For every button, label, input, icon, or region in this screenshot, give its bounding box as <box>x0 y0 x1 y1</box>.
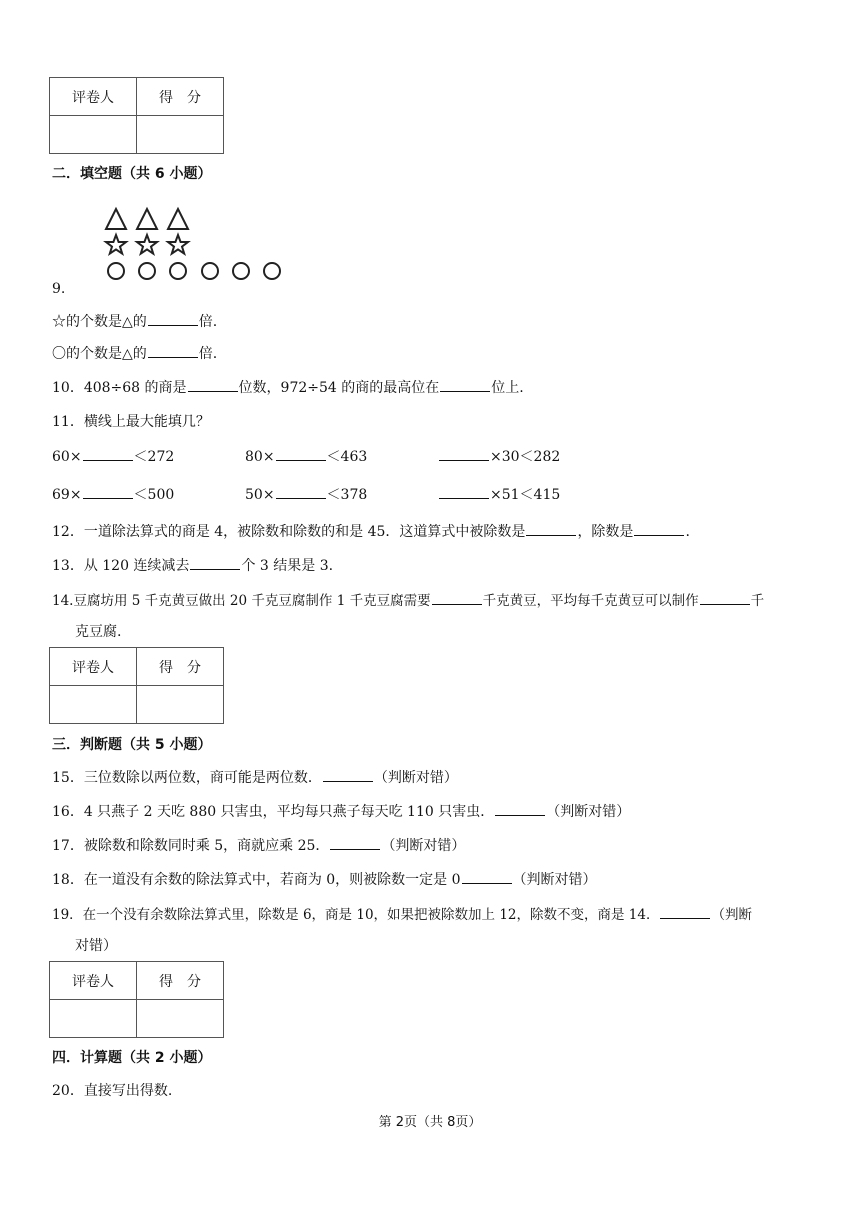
answer-blank[interactable] <box>148 313 198 326</box>
score-label: 得 分 <box>137 648 224 686</box>
grader-label: 评卷人 <box>50 648 137 686</box>
q10: 10．408÷68 的商是 位数，972÷54 的商的最高位在 位上. <box>52 380 524 396</box>
star-icon <box>168 235 188 254</box>
answer-blank[interactable] <box>330 837 380 850</box>
grader-cell[interactable] <box>50 116 137 154</box>
score-label: 得 分 <box>137 962 224 1000</box>
grader-table-3 <box>49 961 224 1038</box>
q9-line2: 〇的个数是△的 倍. <box>52 346 218 362</box>
q19-line1: 19．在一个没有余数除法算式里，除数是 6，商是 10，如果把被除数加上 12，除数不变，商是 14． （判断 <box>52 907 752 923</box>
q17: 17．被除数和除数同时乘 5，商就应乘 25． （判断对错） <box>52 838 466 854</box>
q11-row1-col3: ×30＜282 <box>438 446 560 466</box>
circle-icon <box>108 263 124 279</box>
q11-row1-col1: 60× ＜272 <box>52 449 175 465</box>
grader-table-1 <box>49 77 224 154</box>
score-cell[interactable] <box>137 686 224 724</box>
answer-blank[interactable] <box>462 871 512 884</box>
circle-icon <box>139 263 155 279</box>
q20: 20．直接写出得数. <box>52 1083 173 1099</box>
circle-icon <box>170 263 186 279</box>
triangle-icon <box>168 209 188 229</box>
page-footer: 第 2页（共 8页） <box>378 1115 482 1130</box>
answer-blank[interactable] <box>190 557 240 570</box>
q11-title: 11．横线上最大能填几？ <box>52 414 210 430</box>
q14-line2: 克豆腐. <box>75 624 122 640</box>
grader-label: 评卷人 <box>50 78 137 116</box>
q15: 15．三位数除以两位数，商可能是两位数． （判断对错） <box>52 770 458 786</box>
answer-blank[interactable] <box>495 803 545 816</box>
answer-blank[interactable] <box>660 906 710 919</box>
circle-icon <box>264 263 280 279</box>
shapes-figure <box>100 205 290 285</box>
q13: 13．从 120 连续减去 个 3 结果是 3. <box>52 558 334 574</box>
q19-line2: 对错） <box>75 938 117 954</box>
grader-cell[interactable] <box>50 1000 137 1038</box>
q11-row1-col2: 80× ＜463 <box>245 449 368 465</box>
section-title-calc: 四．计算题（共 2 小题） <box>52 1050 212 1066</box>
q11-row2-col2: 50× ＜378 <box>245 487 368 503</box>
answer-blank[interactable] <box>323 769 373 782</box>
q14-line1: 14.豆腐坊用 5 千克黄豆做出 20 千克豆腐制作 1 千克豆腐需要 千克黄豆，平均每千克黄豆可以制作 千 <box>52 593 765 609</box>
answer-blank[interactable] <box>83 448 133 461</box>
section-title-judge: 三．判断题（共 5 小题） <box>52 737 212 753</box>
answer-blank[interactable] <box>188 379 238 392</box>
grader-cell[interactable] <box>50 686 137 724</box>
answer-blank[interactable] <box>526 523 576 536</box>
answer-blank[interactable] <box>83 486 133 499</box>
score-cell[interactable] <box>137 1000 224 1038</box>
answer-blank[interactable] <box>276 486 326 499</box>
grader-table-2 <box>49 647 224 724</box>
score-label: 得 分 <box>137 78 224 116</box>
answer-blank[interactable] <box>432 592 482 605</box>
q12: 12．一道除法算式的商是 4，被除数和除数的和是 45．这道算式中被除数是 ，除数是 . <box>52 524 690 540</box>
answer-blank[interactable] <box>440 379 490 392</box>
q11-row2-col1: 69× ＜500 <box>52 487 175 503</box>
grader-label: 评卷人 <box>50 962 137 1000</box>
q16: 16．4 只燕子 2 天吃 880 只害虫，平均每只燕子每天吃 110 只害虫． （判断对错） <box>52 804 631 820</box>
section-title-fill-blank: 二．填空题（共 6 小题） <box>52 166 212 182</box>
circle-icon <box>233 263 249 279</box>
star-icon <box>137 235 157 254</box>
q11-row2-col3: ×51＜415 <box>438 484 560 504</box>
circle-icon <box>202 263 218 279</box>
answer-blank[interactable] <box>700 592 750 605</box>
q9-number: 9. <box>52 281 66 297</box>
star-icon <box>106 235 126 254</box>
answer-blank[interactable] <box>634 523 684 536</box>
score-cell[interactable] <box>137 116 224 154</box>
q18: 18．在一道没有余数的除法算式中，若商为 0，则被除数一定是 0 （判断对错） <box>52 872 597 888</box>
answer-blank[interactable] <box>276 448 326 461</box>
answer-blank[interactable] <box>148 345 198 358</box>
q9-line1: ☆的个数是△的 倍. <box>52 314 218 330</box>
triangle-icon <box>106 209 126 229</box>
triangle-icon <box>137 209 157 229</box>
answer-blank[interactable] <box>439 448 489 461</box>
answer-blank[interactable] <box>439 486 489 499</box>
